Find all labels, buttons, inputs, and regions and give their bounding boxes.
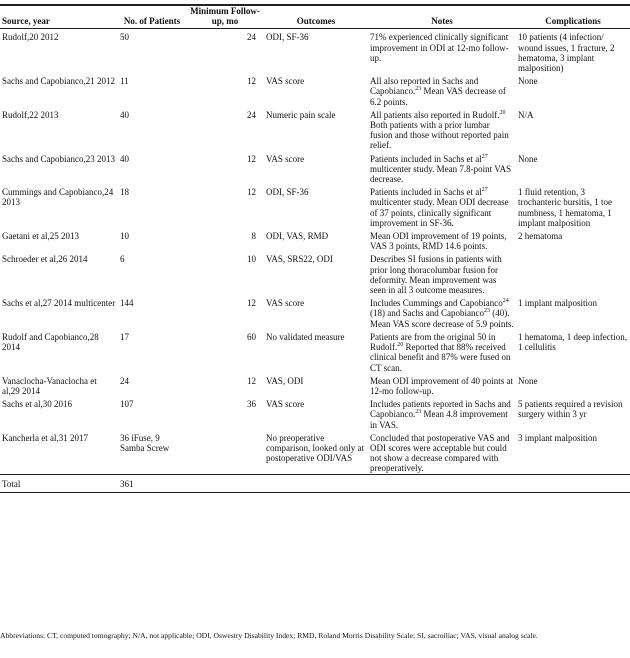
header-notes: Notes bbox=[368, 6, 516, 29]
cell-followup: 24 bbox=[247, 32, 256, 43]
cell-followup: 60 bbox=[247, 331, 256, 342]
table-row bbox=[0, 430, 630, 474]
cell-source: Kancherla et al,31 2017 bbox=[2, 432, 88, 443]
cell-source: Gaetani et al,25 2013 bbox=[2, 231, 79, 242]
cell-source: Schroeder et al,26 2014 bbox=[2, 254, 88, 265]
table-row bbox=[0, 373, 630, 396]
cell-complications: 1 fluid retention, 3 trochanteric bursitis, 1 toe numbness, 1 hematoma, 1 implant malposition bbox=[518, 187, 612, 228]
table-row bbox=[0, 184, 630, 228]
cell-followup: 8 bbox=[251, 231, 256, 242]
header-outcomes: Outcomes bbox=[264, 6, 368, 29]
cell-notes: 71% experienced clinically significant improvement in ODI at 12-mo follow-up. bbox=[370, 32, 509, 63]
cell-notes: All also reported in Sachs and Capobianco.$^{23}$ Mean VAS decrease of 6.2 points. bbox=[370, 76, 506, 107]
cell-source: Sachs and Capobianco,21 2012 bbox=[2, 76, 115, 87]
cell-patients: 107 bbox=[120, 399, 134, 410]
cell-source: Cummings and Capobianco,24 2013 bbox=[2, 187, 114, 208]
cell-complications bbox=[516, 251, 630, 295]
cell-source: Rudolf,22 2013 bbox=[2, 109, 59, 120]
total-patients: 361 bbox=[118, 474, 186, 492]
cell-source: Rudolf,20 2012 bbox=[2, 32, 59, 43]
cell-notes: Describes SI fusions in patients with prior long thoracolumbar fusion for deformity. Mean improvement was seen in all 3 outcome measures. bbox=[370, 254, 502, 296]
header-complications: Complications bbox=[516, 6, 630, 29]
cell-complications: None bbox=[518, 76, 538, 87]
cell-source: Rudolf and Capobianco,28 2014 bbox=[2, 331, 99, 353]
header-row bbox=[0, 6, 630, 29]
cell-complications: N/A bbox=[518, 109, 534, 120]
cell-patients: 40 bbox=[120, 153, 129, 164]
cell-notes: Includes Cummings and Capobianco$^{24}$ (18) and Sachs and Capobianco$^{23}$ (40). Mean VAS score decrease of 5.9 points. bbox=[370, 298, 514, 329]
cell-source: Sachs and Capobianco,23 2013 bbox=[2, 153, 115, 164]
cell-followup: 12 bbox=[247, 187, 256, 198]
cell-source: Sachs et al,27 2014 multicenter bbox=[2, 298, 116, 309]
cell-notes: Includes patients reported in Sachs and Capobianco.$^{23}$ Mean 4.8 improvement in VAS. bbox=[370, 399, 511, 430]
table-row bbox=[0, 151, 630, 185]
cell-complications: None bbox=[518, 375, 538, 386]
cell-followup: 12 bbox=[247, 298, 256, 309]
total-row bbox=[0, 474, 630, 492]
cell-source: Vanaclocha-Vanaclocha et al,29 2014 bbox=[2, 375, 97, 396]
cell-patients: 10 bbox=[120, 231, 129, 242]
cell-complications: 1 hematoma, 1 deep infection, 1 cellulitis bbox=[518, 331, 627, 353]
cell-followup: 24 bbox=[247, 109, 256, 120]
cell-followup: 12 bbox=[247, 375, 256, 386]
cell-followup: 36 bbox=[247, 399, 256, 410]
cell-outcomes: ODI, SF-36 bbox=[266, 32, 309, 43]
header-source: Source, year bbox=[0, 6, 118, 29]
cell-outcomes: VAS score bbox=[266, 76, 305, 87]
cell-outcomes: No preoperative comparison, looked only at postoperative ODI/VAS bbox=[266, 432, 364, 464]
cell-patients: 50 bbox=[120, 32, 129, 43]
cell-outcomes: VAS, SRS22, ODI bbox=[266, 254, 333, 265]
cell-notes: Patients included in Sachs et $al^{27}$ multicenter study. Mean 7.8-point VAS decrease. bbox=[370, 153, 512, 185]
cell-patients: 6 bbox=[120, 254, 125, 265]
results-table bbox=[0, 4, 630, 493]
cell-notes: Mean ODI improvement of 40 points at 12-mo follow-up. bbox=[370, 375, 513, 396]
cell-outcomes: ODI, SF-36 bbox=[266, 187, 309, 198]
cell-complications: 2 hematoma bbox=[518, 231, 563, 242]
table-row bbox=[0, 228, 630, 251]
cell-complications: 3 implant malposition bbox=[518, 432, 597, 443]
cell-followup bbox=[186, 430, 264, 474]
cell-notes: Patients included in Sachs et $al^{27}$ multicenter study. Mean ODI decrease of 37 points, clinically significant improvement in SF-36. bbox=[370, 187, 509, 228]
cell-outcomes: VAS, ODI bbox=[266, 375, 304, 386]
cell-outcomes: VAS score bbox=[266, 399, 305, 410]
cell-patients: 18 bbox=[120, 187, 129, 198]
table-row bbox=[0, 329, 630, 373]
header-followup: Minimum Follow-up, mo bbox=[186, 6, 264, 29]
table-row bbox=[0, 251, 630, 295]
cell-patients: 40 bbox=[120, 109, 129, 120]
cell-outcomes: ODI, VAS, RMD bbox=[266, 231, 329, 242]
cell-patients: 24 bbox=[120, 375, 129, 386]
cell-outcomes: VAS score bbox=[266, 153, 305, 164]
cell-patients: 11 bbox=[120, 76, 129, 87]
table-body bbox=[0, 29, 630, 492]
table-row bbox=[0, 29, 630, 73]
cell-patients: 144 bbox=[120, 298, 134, 309]
cell-followup: 10 bbox=[247, 254, 256, 265]
cell-notes: Patients are from the original 50 in Rudolf.$^{20}$ Reported that 88% received clinical benefit and 87% were fused on CT scan. bbox=[370, 331, 511, 373]
cell-complications: 5 patients required a revision surgery within 3 yr bbox=[518, 399, 623, 420]
table-row bbox=[0, 295, 630, 329]
header-patients: No. of Patients bbox=[118, 6, 186, 29]
total-label: Total bbox=[0, 474, 118, 492]
cell-notes: Concluded that postoperative VAS and ODI scores were acceptable but could not show a decrease compared with preoperatively. bbox=[370, 432, 510, 474]
table-row bbox=[0, 396, 630, 430]
cell-complications: None bbox=[518, 153, 538, 164]
cell-outcomes: No validated measure bbox=[266, 331, 345, 342]
table-row bbox=[0, 73, 630, 107]
cell-source: Sachs et al,30 2016 bbox=[2, 399, 72, 410]
cell-patients: 17 bbox=[120, 331, 129, 342]
table-row bbox=[0, 107, 630, 151]
cell-complications: 10 patients (4 infection/ wound issues, 1 fracture, 2 hematoma, 3 implant malposition) bbox=[518, 32, 615, 74]
cell-complications: 1 implant malposition bbox=[518, 298, 597, 309]
cell-followup: 12 bbox=[247, 76, 256, 87]
cell-outcomes: VAS score bbox=[266, 298, 305, 309]
cell-outcomes: Numeric pain scale bbox=[266, 109, 336, 120]
cell-patients: 36 iFuse, 9 Samba Screw bbox=[120, 432, 170, 453]
cell-followup: 12 bbox=[247, 153, 256, 164]
cell-notes: All patients also reported in Rudolf.$^{20}$ Both patients with a prior lumbar fusion and those without reported pain relief. bbox=[370, 109, 509, 151]
cell-notes: Mean ODI improvement of 19 points, VAS 3 points, RMD 14.6 points. bbox=[370, 231, 507, 252]
footnote: Abbreviations: CT, computed tomography; N/A, not applicable; ODI, Oswestry Disability Index; RMD, Roland Morris Disability Scale; SI, sacroiliac; VAS, visual analog scale. bbox=[0, 631, 538, 640]
